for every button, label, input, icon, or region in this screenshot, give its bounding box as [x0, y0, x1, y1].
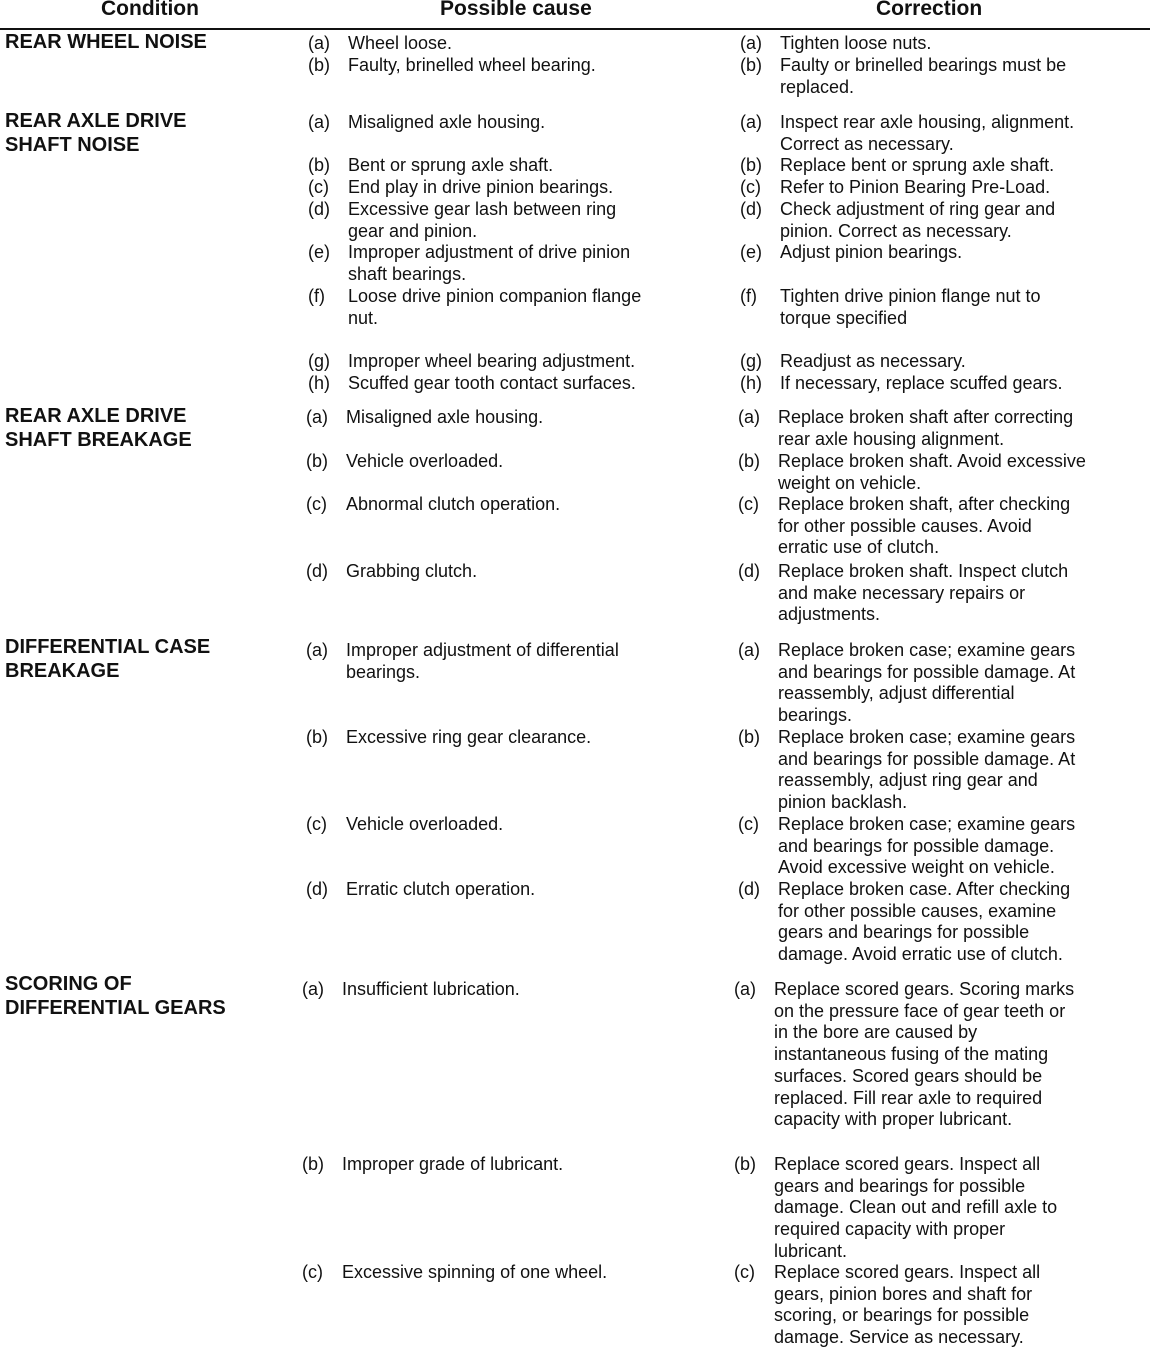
text-line: bearings.: [346, 661, 421, 682]
item-label: (c): [308, 177, 329, 197]
item-label: (f): [740, 286, 757, 306]
text-line: Readjust as necessary.: [780, 351, 966, 371]
text-line: Improper adjustment of drive pinion: [348, 242, 631, 262]
text-line: Refer to Pinion Bearing Pre-Load.: [780, 177, 1051, 197]
text-line: Bent or sprung axle shaft.: [348, 155, 554, 175]
text-line: Replace scored gears. Inspect all: [774, 1262, 1041, 1282]
item-text: [780, 286, 1041, 329]
text-line: damage. Avoid erratic use of clutch.: [778, 944, 1063, 965]
text-line: replaced. Fill rear axle to required: [774, 1087, 1043, 1108]
condition-line: BREAKAGE: [5, 660, 120, 682]
text-line: Scuffed gear tooth contact surfaces.: [348, 373, 636, 393]
item-label: (b): [306, 451, 328, 471]
text-line: Abnormal clutch operation.: [346, 494, 561, 514]
item-label: (d): [740, 199, 762, 219]
text-line: Replace broken shaft after correcting: [778, 407, 1074, 427]
item-text: [348, 199, 616, 242]
item-text: [774, 979, 1074, 1131]
condition-line: REAR AXLE DRIVE: [5, 110, 187, 132]
text-line: nut.: [348, 307, 379, 328]
item-text: [346, 727, 591, 749]
item-label: (c): [306, 814, 327, 834]
text-line: Check adjustment of ring gear and: [780, 199, 1056, 219]
text-line: Replace broken case; examine gears: [778, 727, 1076, 747]
text-line: Misaligned axle housing.: [346, 407, 544, 427]
text-line: bearings.: [778, 705, 853, 726]
text-line: for other possible causes, examine: [778, 900, 1057, 921]
item-label: (c): [738, 494, 759, 514]
item-label: (g): [308, 351, 330, 371]
item-label: (e): [740, 242, 762, 262]
text-line: Replace bent or sprung axle shaft.: [780, 155, 1055, 175]
condition-scoring-of-differential-gears: [5, 972, 295, 1020]
item-label: (c): [734, 1262, 755, 1282]
text-line: gears and bearings for possible: [778, 922, 1030, 943]
item-text: [346, 451, 503, 473]
text-line: Replace broken shaft, after checking: [778, 494, 1071, 514]
text-line: Vehicle overloaded.: [346, 451, 504, 471]
text-line: and bearings for possible damage. At: [778, 661, 1076, 682]
condition-rear-axle-drive-shaft-breakage: [5, 404, 295, 452]
item-text: [348, 373, 636, 395]
text-line: Excessive ring gear clearance.: [346, 727, 592, 747]
item-label: (d): [308, 199, 330, 219]
item-label: (d): [738, 879, 760, 899]
text-line: and bearings for possible damage. At: [778, 748, 1076, 769]
text-line: Inspect rear axle housing, alignment.: [780, 112, 1075, 132]
text-line: Avoid excessive weight on vehicle.: [778, 857, 1055, 878]
text-line: pinion backlash.: [778, 792, 908, 813]
text-line: instantaneous fusing of the mating: [774, 1044, 1049, 1065]
item-label: (a): [306, 640, 328, 660]
text-line: in the bore are caused by: [774, 1022, 978, 1043]
item-label: (b): [308, 55, 330, 75]
header-correction: Correction: [876, 0, 983, 20]
item-text: [346, 494, 560, 516]
text-line: Replace broken shaft. Inspect clutch: [778, 561, 1069, 581]
item-label: (a): [738, 640, 760, 660]
item-label: (a): [734, 979, 756, 999]
condition-rear-axle-drive-shaft-noise: [5, 109, 295, 157]
item-text: [778, 494, 1070, 559]
text-line: Faulty, brinelled wheel bearing.: [348, 55, 596, 75]
text-line: Replace broken case; examine gears: [778, 814, 1076, 834]
item-text: [348, 286, 641, 329]
item-label: (a): [302, 979, 324, 999]
item-text: [780, 33, 931, 55]
text-line: capacity with proper lubricant.: [774, 1109, 1013, 1130]
text-line: Tighten loose nuts.: [780, 33, 932, 53]
text-line: rear axle housing alignment.: [778, 428, 1005, 449]
text-line: reassembly, adjust differential: [778, 683, 1015, 704]
item-label: (g): [740, 351, 762, 371]
item-text: [780, 373, 1062, 395]
item-text: [780, 199, 1055, 242]
text-line: End play in drive pinion bearings.: [348, 177, 614, 197]
text-line: damage. Clean out and refill axle to: [774, 1197, 1058, 1218]
item-label: (e): [308, 242, 330, 262]
item-label: (b): [734, 1154, 756, 1174]
item-label: (d): [306, 561, 328, 581]
item-text: [342, 1154, 563, 1176]
item-text: [348, 242, 630, 285]
item-label: (a): [738, 407, 760, 427]
condition-rear-wheel-noise: [5, 30, 295, 54]
item-text: [778, 640, 1075, 727]
text-line: Excessive spinning of one wheel.: [342, 1262, 608, 1282]
item-label: (f): [308, 286, 325, 306]
item-text: [348, 112, 545, 134]
item-label: (b): [740, 55, 762, 75]
text-line: adjustments.: [778, 604, 881, 625]
text-line: for other possible causes. Avoid: [778, 515, 1032, 536]
text-line: surfaces. Scored gears should be: [774, 1065, 1043, 1086]
text-line: Insufficient lubrication.: [342, 979, 520, 999]
item-text: [348, 351, 635, 373]
item-text: [780, 242, 962, 264]
text-line: lubricant.: [774, 1240, 848, 1261]
text-line: and bearings for possible damage.: [778, 835, 1055, 856]
text-line: Adjust pinion bearings.: [780, 242, 963, 262]
item-label: (b): [738, 727, 760, 747]
item-text: [780, 155, 1054, 177]
condition-line: DIFFERENTIAL CASE: [5, 636, 211, 658]
text-line: erratic use of clutch.: [778, 537, 940, 558]
text-line: Erratic clutch operation.: [346, 879, 536, 899]
header-condition: Condition: [101, 0, 199, 20]
text-line: Misaligned axle housing.: [348, 112, 546, 132]
text-line: Faulty or brinelled bearings must be: [780, 55, 1067, 75]
text-line: replaced.: [780, 76, 855, 97]
item-text: [774, 1262, 1040, 1349]
item-text: [342, 979, 520, 1001]
item-text: [346, 640, 619, 683]
text-line: Improper grade of lubricant.: [342, 1154, 564, 1174]
text-line: and make necessary repairs or: [778, 582, 1026, 603]
text-line: Loose drive pinion companion flange: [348, 286, 642, 306]
item-text: [348, 55, 596, 77]
item-label: (d): [738, 561, 760, 581]
item-text: [780, 177, 1050, 199]
item-label: (c): [740, 177, 761, 197]
condition-line: REAR AXLE DRIVE: [5, 405, 187, 427]
item-text: [346, 879, 535, 901]
text-line: Tighten drive pinion flange nut to: [780, 286, 1041, 306]
item-text: [778, 407, 1073, 450]
item-text: [348, 177, 613, 199]
item-label: (c): [738, 814, 759, 834]
item-label: (b): [738, 451, 760, 471]
text-line: reassembly, adjust ring gear and: [778, 770, 1038, 791]
item-label: (c): [302, 1262, 323, 1282]
item-label: (b): [302, 1154, 324, 1174]
condition-line: SCORING OF: [5, 973, 132, 995]
text-line: Correct as necessary.: [780, 133, 954, 154]
condition-differential-case-breakage: [5, 635, 295, 683]
text-line: Wheel loose.: [348, 33, 453, 53]
text-line: shaft bearings.: [348, 263, 467, 284]
item-text: [778, 561, 1068, 626]
item-label: (a): [308, 112, 330, 132]
item-text: [774, 1154, 1057, 1263]
item-label: (h): [740, 373, 762, 393]
item-text: [778, 727, 1075, 814]
item-label: (b): [308, 155, 330, 175]
item-text: [778, 814, 1075, 879]
item-text: [346, 561, 477, 583]
item-text: [342, 1262, 607, 1284]
item-label: (b): [306, 727, 328, 747]
condition-line: SHAFT NOISE: [5, 134, 140, 156]
condition-line: DIFFERENTIAL GEARS: [5, 997, 226, 1019]
item-text: [348, 33, 452, 55]
text-line: on the pressure face of gear teeth or: [774, 1000, 1066, 1021]
item-text: [780, 55, 1066, 98]
text-line: pinion. Correct as necessary.: [780, 220, 1012, 241]
item-label: (a): [308, 33, 330, 53]
text-line: Replace broken case; examine gears: [778, 640, 1076, 660]
condition-line: REAR WHEEL NOISE: [5, 31, 207, 53]
text-line: Replace scored gears. Scoring marks: [774, 979, 1075, 999]
text-line: Replace broken shaft. Avoid excessive: [778, 451, 1086, 471]
item-label: (c): [306, 494, 327, 514]
item-label: (a): [740, 33, 762, 53]
text-line: Replace scored gears. Inspect all: [774, 1154, 1041, 1174]
text-line: Improper adjustment of differential: [346, 640, 619, 660]
text-line: Grabbing clutch.: [346, 561, 478, 581]
text-line: gears and bearings for possible: [774, 1175, 1026, 1196]
item-text: [778, 451, 1086, 494]
item-label: (a): [306, 407, 328, 427]
text-line: Replace broken case. After checking: [778, 879, 1071, 899]
item-text: [348, 155, 553, 177]
text-line: gear and pinion.: [348, 220, 478, 241]
text-line: required capacity with proper: [774, 1219, 1006, 1240]
text-line: Excessive gear lash between ring: [348, 199, 617, 219]
item-label: (h): [308, 373, 330, 393]
text-line: weight on vehicle.: [778, 472, 922, 493]
text-line: If necessary, replace scuffed gears.: [780, 373, 1063, 393]
item-label: (a): [740, 112, 762, 132]
text-line: scoring, or bearings for possible: [774, 1305, 1030, 1326]
text-line: Vehicle overloaded.: [346, 814, 504, 834]
condition-line: SHAFT BREAKAGE: [5, 429, 192, 451]
header-possible-cause: Possible cause: [440, 0, 592, 20]
item-label: (b): [740, 155, 762, 175]
item-text: [780, 351, 966, 373]
item-text: [346, 407, 543, 429]
item-text: [780, 112, 1074, 155]
text-line: Improper wheel bearing adjustment.: [348, 351, 636, 371]
item-text: [778, 879, 1070, 966]
text-line: gears, pinion bores and shaft for: [774, 1283, 1033, 1304]
item-text: [346, 814, 503, 836]
text-line: damage. Service as necessary.: [774, 1327, 1024, 1348]
item-label: (d): [306, 879, 328, 899]
text-line: torque specified: [780, 307, 908, 328]
